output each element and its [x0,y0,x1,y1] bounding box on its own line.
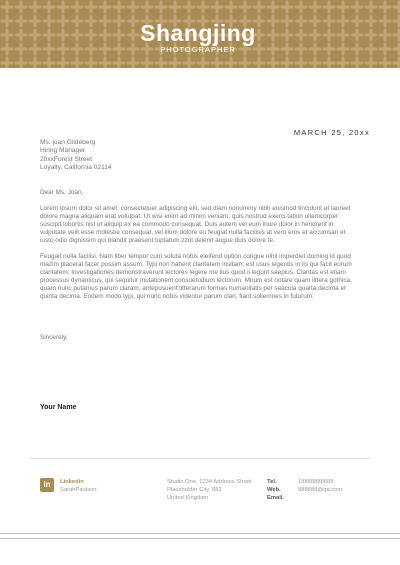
linkedin-title[interactable]: Linkedin [60,479,84,485]
contact-labels [267,478,284,503]
recipient-block [40,139,112,173]
bottom-rule-1 [0,533,400,534]
address-line-2: Placeholder City, 882 [167,487,222,494]
greeting: Dear Ms. Joan, [40,189,84,196]
body-paragraph-2: Feugait nulla facilisi. Nam liber tempor cum soluta nobis eleifend option congue nihil imperdiet doming id quod mazim placerat facer possim assum. Typi non habent claritatem insitam; est usus legentis in iis qui facit eorum claritatem. Investigationes demonstraverunt lectores legere me lius quod ii legunt saepius. Claritas est etiam processus dynamicus, qui sequitur mutationem consuetudium lectorum. Mirum est notare quam littera gothica, quam nunc putamus parum claram, anteposuerit litterarum formas humanitatis per seacula quarta decima et quinta decima. Eodem modo typi, qui nunc nobis videntur parum clari, fiant sollemnes in futurum. [40,253,352,301]
header-banner [0,0,400,68]
applicant-role: PHOTOGRAPHER [160,45,236,54]
recipient-city: Loyalty, California 02114 [40,164,112,172]
linkedin-handle[interactable]: SarahPaulson [60,487,97,493]
address-line-3: United Kingdom [167,495,209,502]
web-value[interactable]: 888888@qq.com [298,487,343,494]
address-line-1: Studio One, 1234 Address Street [167,479,252,485]
recipient-title: Hiring Manager [40,147,86,155]
web-label: Web. [267,487,281,494]
linkedin-icon[interactable]: in [40,478,54,492]
tel-value: 18888888888 [298,479,334,485]
recipient-street: 20xxForest Street [40,155,93,163]
contact-values [298,478,342,494]
bottom-rule-2 [0,538,400,539]
recipient-name: Ms. joan Gildeberg [40,139,96,146]
closing: Sincerely, [40,334,68,341]
email-label: Email. [267,495,285,502]
applicant-name: Shangjing [140,20,256,46]
signature-name: Your Name [40,404,77,411]
letter-date: MARCH 25, 20xx [293,128,370,137]
address-block [167,478,252,503]
tel-label: Tel. [267,479,277,485]
footer-divider [30,458,370,459]
body-paragraph-1: Lorem ipsum dolor sit amet, consectetuer adipiscing elit, sed diam nonummy nibh euismod tincidunt ut laoreet dolore magna aliquam erat volutpat. Ut wisi enim ad minim veniam, quis nostrud exerci tation ullamcorper suscipit lobortis nisl ut aliquip ex ea commodo consequat. Duis autem vel eum iriure dolor in hendrerit in vulputate velit esse molestie consequat, vel illum dolore eu feugiat nulla facilisis at vero eros et accumsan et iusto odio dignissim qui blandit praesent luptatum zzril delenit augue duis dolore te. [40,205,351,245]
